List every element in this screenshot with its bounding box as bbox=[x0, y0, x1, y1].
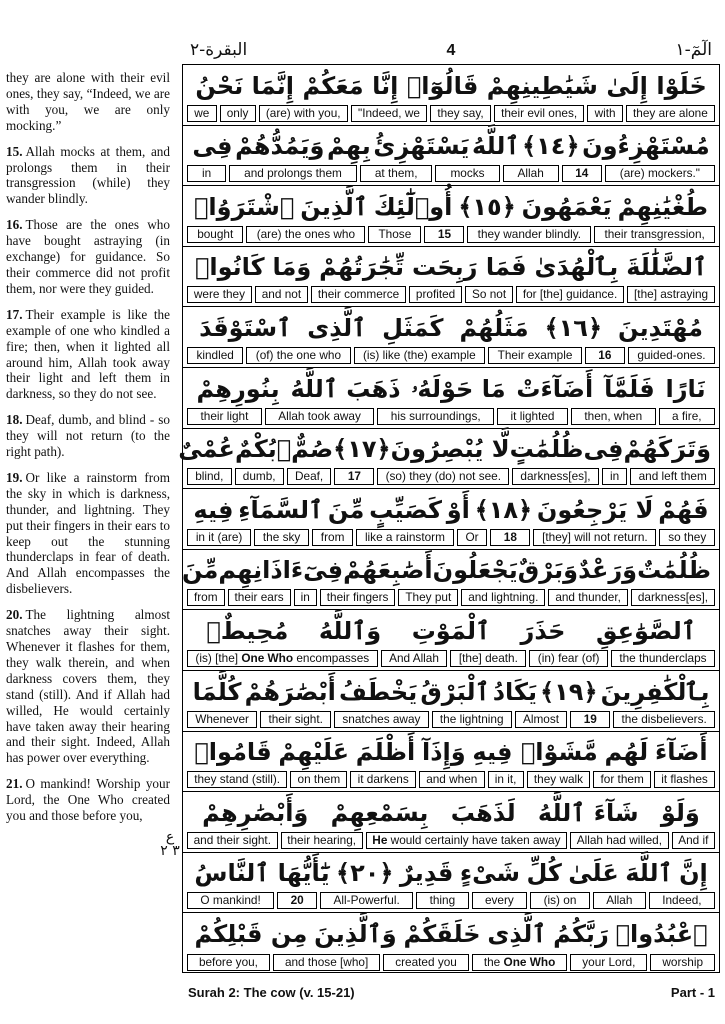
word-translation-cell: your Lord, bbox=[570, 954, 647, 971]
arabic-word: فِىٓ bbox=[303, 556, 344, 585]
arabic-word: أَضَآءَ bbox=[654, 738, 708, 767]
arabic-word: أَبْصَٰرَهُمْ bbox=[244, 677, 336, 706]
word-translation-cell: only bbox=[220, 105, 256, 122]
arabic-word: يَكَادُ bbox=[492, 677, 537, 706]
translation-cells bbox=[187, 711, 715, 728]
arabic-word: إِنَّا bbox=[372, 71, 399, 100]
word-translation-cell: Allah bbox=[593, 892, 646, 909]
word-translation-cell: in bbox=[602, 468, 628, 485]
translation-text: Or like a rainstorm from the sky in which is darkness, thunder, and lightning. They put their fingers in their ears to keep out the stunning thunderclaps in fear of death. And Allah encompasses the disbelievers. bbox=[6, 469, 170, 597]
arabic-word: فِى bbox=[583, 435, 624, 464]
arabic-word: خَلَقَكُمْ bbox=[403, 919, 481, 948]
arabic-word: ٱلَّذِى bbox=[487, 919, 547, 948]
arabic-word: أَظْلَمَ bbox=[355, 738, 416, 767]
word-translation-cell: in it (are) bbox=[187, 529, 251, 546]
word-translation-cell: in bbox=[187, 165, 226, 182]
translation-paragraph bbox=[6, 470, 170, 597]
arabic-word: وَٱللَّهُ bbox=[318, 616, 382, 645]
arabic-word: شَيَٰطِينِهِمْ bbox=[486, 71, 598, 100]
word-translation-cell: [the] astraying bbox=[627, 286, 715, 303]
word-translation-cell: and when bbox=[419, 771, 485, 788]
arabic-line bbox=[178, 431, 719, 468]
arabic-line bbox=[183, 794, 719, 831]
word-translation-cell: it darkens bbox=[350, 771, 416, 788]
arabic-word: ﴿١٦﴾ bbox=[544, 313, 602, 342]
word-translation-cell: their ears bbox=[228, 589, 291, 606]
arabic-word: ٱسْتَوْقَدَ bbox=[199, 313, 292, 342]
verse-row bbox=[183, 913, 719, 974]
translation-text: O mankind! Worship your Lord, the One Who created you and those before you, bbox=[6, 776, 170, 824]
arabic-word: ٱشْتَرَوُا۟ bbox=[194, 192, 295, 221]
arabic-word: تِّجَٰرَتُهُمْ bbox=[319, 253, 405, 282]
verse-number: 17. bbox=[6, 306, 23, 322]
word-translation-cell: on them bbox=[290, 771, 347, 788]
translation-cells bbox=[187, 105, 715, 122]
arabic-word: ءَاذَانِهِم bbox=[218, 556, 304, 585]
arabic-word: ٱلصَّوَٰعِقِ bbox=[595, 616, 696, 645]
word-translation-cell: they walk bbox=[527, 771, 591, 788]
arabic-word: لَهُم bbox=[604, 738, 649, 767]
word-translation-cell: their fingers bbox=[320, 589, 396, 606]
arabic-word: كَانُوا۟ bbox=[194, 253, 265, 282]
arabic-line bbox=[183, 612, 719, 649]
verse-number: 20. bbox=[6, 607, 23, 623]
translation-cells bbox=[187, 954, 715, 971]
word-translation-cell: in bbox=[294, 589, 317, 606]
translation-paragraph bbox=[6, 776, 170, 824]
word-translation-cell: before you, bbox=[187, 954, 270, 971]
word-translation-cell: they wander blindly. bbox=[467, 226, 591, 243]
arabic-word: ﴿١٤﴾ bbox=[522, 132, 580, 161]
word-by-word-panel bbox=[178, 64, 720, 973]
arabic-word: مُهْتَدِينَ bbox=[618, 313, 703, 342]
arabic-word: مِن قَبْلِكُمْ bbox=[194, 919, 308, 948]
word-translation-cell: kindled bbox=[187, 347, 243, 364]
arabic-word: ٱلَّذِى bbox=[307, 313, 367, 342]
word-translation-cell: 14 bbox=[562, 165, 602, 182]
verse-row bbox=[183, 307, 719, 368]
arabic-word: فَمَا رَبِحَت bbox=[411, 253, 527, 282]
translation-paragraph bbox=[6, 70, 170, 134]
word-translation-cell: and not bbox=[255, 286, 308, 303]
arabic-word: مُحِيطٌۢ bbox=[206, 616, 289, 645]
translation-text: Allah mocks at them, and prolongs them in their transgression (while) they wander blindly. bbox=[6, 143, 170, 207]
arabic-word: عَلَيْهِمْ bbox=[278, 738, 350, 767]
arabic-line bbox=[183, 734, 719, 771]
word-translation-cell: for [the] guidance. bbox=[516, 286, 624, 303]
word-translation-cell: for them bbox=[593, 771, 651, 788]
arabic-word: مِّنَ bbox=[181, 556, 219, 585]
arabic-word: لَا يَرْجِعُونَ bbox=[536, 495, 654, 524]
arabic-word: أَضَآءَتْ bbox=[516, 374, 594, 403]
word-translation-cell: Allah took away bbox=[265, 408, 375, 425]
translation-cells bbox=[187, 650, 715, 667]
word-translation-cell: O mankind! bbox=[187, 892, 274, 909]
arabic-word: مَا حَوْلَهُۥ bbox=[411, 374, 506, 403]
word-translation-cell: Whenever bbox=[187, 711, 257, 728]
arabic-word: فِى bbox=[192, 132, 233, 161]
translation-cells bbox=[187, 892, 715, 909]
arabic-word: بُكْمٌ bbox=[234, 435, 277, 464]
verse-row bbox=[183, 65, 719, 126]
word-translation-cell: guided-ones. bbox=[628, 347, 715, 364]
arabic-line bbox=[183, 491, 719, 528]
arabic-word: كُلَّمَا bbox=[192, 677, 242, 706]
arabic-word: إِنَّمَا نَحْنُ bbox=[195, 71, 294, 100]
translation-column bbox=[6, 70, 170, 834]
verse-number: 16. bbox=[6, 217, 23, 233]
word-translation-cell: they are alone bbox=[626, 105, 715, 122]
word-translation-cell: (are) the ones who bbox=[246, 226, 365, 243]
arabic-word: وَٱلَّذِينَ bbox=[314, 919, 397, 948]
verse-row bbox=[183, 489, 719, 550]
word-translation-cell: it lighted bbox=[497, 408, 568, 425]
arabic-word: كَمَثَلِ bbox=[382, 313, 444, 342]
arabic-word: وَلَوْ bbox=[660, 798, 700, 827]
word-translation-cell: 17 bbox=[334, 468, 374, 485]
arabic-word: وَإِذَآ bbox=[421, 738, 466, 767]
surah-reference: Surah 2: The cow (v. 15-21) bbox=[188, 985, 355, 1000]
arabic-word: بِٱلْهُدَىٰ bbox=[534, 253, 619, 282]
word-translation-cell: Or bbox=[457, 529, 488, 546]
arabic-line bbox=[183, 552, 719, 589]
arabic-word: طُغْيَٰنِهِمْ bbox=[617, 192, 709, 221]
arabic-word: إِلَىٰ bbox=[606, 71, 648, 100]
word-translation-cell: (is) [the] One Who encompasses bbox=[187, 650, 378, 667]
verse-row bbox=[183, 247, 719, 308]
arabic-word: مَّشَوْا۟ فِيهِ bbox=[472, 738, 598, 767]
verse-row bbox=[183, 186, 719, 247]
arabic-word: كَصَيِّبٍ bbox=[369, 495, 442, 524]
arabic-word: وَمَا bbox=[272, 253, 312, 282]
verse-row bbox=[178, 429, 719, 490]
arabic-word: ٱلْبَرْقُ bbox=[420, 677, 490, 706]
word-translation-cell: (in) fear (of) bbox=[529, 650, 608, 667]
word-translation-cell: worship bbox=[650, 954, 715, 971]
arabic-word: ٱللَّهَ bbox=[625, 859, 673, 888]
arabic-word: قَامُوا۟ bbox=[194, 738, 272, 767]
word-translation-cell: created you bbox=[383, 954, 469, 971]
word-translation-cell: in it, bbox=[488, 771, 524, 788]
word-translation-cell: darkness[es], bbox=[512, 468, 599, 485]
word-translation-cell: bought bbox=[187, 226, 244, 243]
word-translation-cell: the thunderclaps bbox=[611, 650, 715, 667]
word-translation-cell: and left them bbox=[630, 468, 715, 485]
word-translation-cell: and their sight. bbox=[187, 832, 278, 849]
translation-cells bbox=[187, 529, 715, 546]
verse-number: 19. bbox=[6, 469, 23, 485]
word-translation-cell: Almost bbox=[515, 711, 568, 728]
word-translation-cell: (is) like (the) example bbox=[354, 347, 486, 364]
page-footer bbox=[188, 985, 715, 1005]
arabic-word: ٱعْبُدُوا۟ bbox=[615, 919, 708, 948]
word-translation-cell: every bbox=[472, 892, 528, 909]
word-translation-cell: the sky bbox=[254, 529, 309, 546]
arabic-word: ذَهَبَ ٱللَّهُ bbox=[290, 374, 401, 403]
translation-cells bbox=[187, 589, 715, 606]
arabic-word: بِٱلْكَٰفِرِينَ bbox=[600, 677, 710, 706]
word-translation-cell: at them, bbox=[360, 165, 433, 182]
translation-cells bbox=[187, 408, 715, 425]
arabic-word: لَّا يُبْصِرُونَ bbox=[390, 435, 510, 464]
word-translation-cell: then, when bbox=[571, 408, 656, 425]
arabic-word: صُمٌّۢ bbox=[276, 435, 334, 464]
translation-cells bbox=[187, 832, 715, 849]
arabic-word: وَتَرَكَهُمْ bbox=[623, 435, 711, 464]
surah-label: البقرة-٢ bbox=[190, 40, 248, 60]
arabic-word: فِيهِ bbox=[193, 495, 234, 524]
translation-cells bbox=[187, 771, 715, 788]
arabic-word: ﴿١٧﴾ bbox=[333, 435, 391, 464]
arabic-line bbox=[183, 188, 719, 225]
word-translation-cell: 20 bbox=[277, 892, 317, 909]
word-translation-cell: and those [who] bbox=[273, 954, 380, 971]
arabic-word: لَذَهَبَ bbox=[450, 798, 516, 827]
word-translation-cell: 18 bbox=[490, 529, 530, 546]
word-translation-cell: darkness[es], bbox=[631, 589, 715, 606]
page-number: 4 bbox=[446, 42, 456, 59]
arabic-word: مَثَلُهُمْ bbox=[459, 313, 529, 342]
verse-row bbox=[183, 853, 719, 914]
word-translation-cell: So not bbox=[465, 286, 513, 303]
word-translation-cell: Indeed, bbox=[649, 892, 715, 909]
word-translation-cell: 15 bbox=[424, 226, 464, 243]
arabic-word: حَذَرَ bbox=[520, 616, 566, 645]
verse-row bbox=[183, 792, 719, 853]
word-translation-cell: 19 bbox=[570, 711, 610, 728]
arabic-word: ٱلَّذِينَ bbox=[300, 192, 368, 221]
word-translation-cell: his surroundings, bbox=[377, 408, 494, 425]
translation-text: The lightning almost snatches away their sight. Whenever it flashes for them, they walk therein, and when darkness covers them, they stand (still). And if Allah had willed, He would certainly have taken away their hearing and their sight. Indeed, Allah has power over everything. bbox=[6, 607, 170, 766]
word-translation-cell: thing bbox=[416, 892, 468, 909]
word-translation-cell: the One Who bbox=[472, 954, 567, 971]
verse-row bbox=[183, 610, 719, 671]
word-translation-cell: from bbox=[312, 529, 353, 546]
word-translation-cell: (is) on bbox=[530, 892, 590, 909]
arabic-word: نَارًا bbox=[665, 374, 706, 403]
word-translation-cell: they say, bbox=[430, 105, 491, 122]
arabic-word: شَآءَ ٱللَّهُ bbox=[537, 798, 639, 827]
translation-text: Deaf, dumb, and blind - so they will not return (to the right path). bbox=[6, 412, 170, 460]
word-translation-cell: like a rainstorm bbox=[356, 529, 454, 546]
word-translation-cell: we bbox=[187, 105, 217, 122]
translation-paragraph bbox=[6, 217, 170, 297]
verse-number: 18. bbox=[6, 412, 23, 428]
word-translation-cell: [they] will not return. bbox=[533, 529, 656, 546]
word-translation-cell: (are) with you, bbox=[259, 105, 348, 122]
arabic-word: مِّنَ bbox=[327, 495, 365, 524]
arabic-line bbox=[183, 915, 719, 952]
arabic-word: ﴿١٩﴾ bbox=[540, 677, 598, 706]
verse-row bbox=[183, 671, 719, 732]
word-translation-cell: "Indeed, we bbox=[351, 105, 427, 122]
arabic-word: يَٰٓأَيُّهَا ٱلنَّاسُ bbox=[194, 859, 330, 888]
word-translation-cell: the lightning bbox=[432, 711, 512, 728]
arabic-word: عُمْىٌ bbox=[178, 435, 235, 464]
arabic-word: قَدِيرٌ bbox=[399, 859, 454, 888]
translation-paragraph bbox=[6, 307, 170, 402]
arabic-word: يَسْتَهْزِئُ bbox=[373, 132, 470, 161]
arabic-word: مُسْتَهْزِءُونَ bbox=[582, 132, 710, 161]
arabic-line bbox=[183, 370, 719, 407]
part-label: Part - 1 bbox=[670, 985, 715, 1000]
arabic-line bbox=[183, 67, 719, 104]
arabic-line bbox=[183, 249, 719, 286]
arabic-word: وَأَبْصَٰرِهِمْ bbox=[202, 798, 309, 827]
word-translation-cell: profited bbox=[409, 286, 462, 303]
arabic-word: يَعْمَهُونَ bbox=[521, 192, 612, 221]
arabic-word: يَخْطَفُ bbox=[338, 677, 418, 706]
arabic-word: بِهِمْ bbox=[327, 132, 371, 161]
verse-number: 21. bbox=[6, 776, 23, 792]
translation-text: they are alone with their evil ones, they say, “Indeed, we are with you, we are only mocking.” bbox=[6, 70, 170, 133]
arabic-word: ﴿١٥﴾ bbox=[458, 192, 516, 221]
arabic-word: قَالُوٓا۟ bbox=[406, 71, 479, 100]
verse-number: 15. bbox=[6, 143, 23, 159]
arabic-word: وَرَعْدٌ bbox=[578, 556, 638, 585]
word-translation-cell: (so) they (do) not see. bbox=[377, 468, 509, 485]
word-translation-cell: they stand (still). bbox=[187, 771, 287, 788]
word-translation-cell: their commerce bbox=[311, 286, 406, 303]
arabic-word: بِسَمْعِهِمْ bbox=[330, 798, 429, 827]
arabic-line bbox=[183, 673, 719, 710]
translation-cells bbox=[187, 468, 715, 485]
word-translation-cell: and thunder, bbox=[548, 589, 628, 606]
word-translation-cell: their transgression, bbox=[594, 226, 715, 243]
word-translation-cell: their light bbox=[187, 408, 262, 425]
word-translation-cell: [the] death. bbox=[450, 650, 526, 667]
arabic-line bbox=[183, 855, 719, 892]
arabic-word: وَيَمُدُّهُمْ bbox=[235, 132, 325, 161]
word-translation-cell: dumb, bbox=[235, 468, 284, 485]
word-translation-cell: so they bbox=[659, 529, 715, 546]
word-translation-cell: Allah bbox=[503, 165, 559, 182]
word-translation-cell: Their example bbox=[488, 347, 582, 364]
word-translation-cell: He would certainly have taken away bbox=[366, 832, 567, 849]
arabic-word: يَجْعَلُونَ bbox=[432, 556, 518, 585]
arabic-word: خَلَوْا bbox=[656, 71, 707, 100]
arabic-word: ٱلْمَوْتِ bbox=[411, 616, 491, 645]
word-translation-cell: their evil ones, bbox=[494, 105, 585, 122]
word-translation-cell: and prolongs them bbox=[229, 165, 357, 182]
arabic-word: رَبَّكُمُ bbox=[553, 919, 609, 948]
translation-paragraph bbox=[6, 607, 170, 766]
word-translation-cell: Deaf, bbox=[287, 468, 332, 485]
word-translation-cell: it flashes bbox=[654, 771, 715, 788]
word-translation-cell: from bbox=[187, 589, 225, 606]
ruku-mark: ع ٣ ٢ bbox=[160, 829, 180, 859]
arabic-word: أُو۟لَٰٓئِكَ bbox=[373, 192, 453, 221]
arabic-word: إِنَّ bbox=[679, 859, 708, 888]
translation-cells bbox=[187, 226, 715, 243]
arabic-word: ظُلُمَٰتٍ bbox=[509, 435, 584, 464]
verse-row bbox=[183, 368, 719, 429]
arabic-word: عَلَىٰ bbox=[568, 859, 619, 888]
arabic-line bbox=[183, 309, 719, 346]
word-translation-cell: (are) mockers." bbox=[605, 165, 715, 182]
verse-row bbox=[183, 126, 719, 187]
word-translation-cell: They put bbox=[398, 589, 458, 606]
word-translation-cell: were they bbox=[187, 286, 252, 303]
word-translation-cell: Allah had willed, bbox=[570, 832, 668, 849]
arabic-word: وَبَرْقٌ bbox=[517, 556, 579, 585]
word-translation-cell: a fire, bbox=[659, 408, 715, 425]
translation-text: Their example is like the example of one who kindled a fire; then, when it lighted all around him, Allah took away their light and left them in darkness, so they do not see. bbox=[6, 306, 170, 402]
word-translation-cell: And if bbox=[672, 832, 715, 849]
arabic-word: أَصَٰبِعَهُمْ bbox=[343, 556, 433, 585]
word-translation-cell: and lightning. bbox=[461, 589, 545, 606]
word-translation-cell: (of) the one who bbox=[246, 347, 350, 364]
page-header bbox=[182, 40, 720, 64]
arabic-word: ٱلسَّمَآءِ bbox=[238, 495, 324, 524]
verse-row bbox=[183, 732, 719, 793]
word-translation-cell: their hearing, bbox=[281, 832, 363, 849]
arabic-word: بِنُورِهِمْ bbox=[196, 374, 280, 403]
arabic-word: ٱلضَّلَٰلَةَ bbox=[626, 253, 708, 282]
translation-cells bbox=[187, 286, 715, 303]
word-translation-cell: 16 bbox=[585, 347, 625, 364]
translation-paragraph bbox=[6, 144, 170, 208]
word-translation-cell: the disbelievers. bbox=[613, 711, 715, 728]
translation-text: Those are the ones who have bought astraying (in exchange) for guidance. So their commerce did not profit them, nor were they guided. bbox=[6, 217, 170, 296]
word-translation-cell: And Allah bbox=[381, 650, 448, 667]
word-translation-cell: blind, bbox=[187, 468, 232, 485]
arabic-word: ٱللَّهُ bbox=[472, 132, 520, 161]
verse-row bbox=[183, 550, 719, 611]
word-translation-cell: mocks bbox=[435, 165, 499, 182]
translation-paragraph bbox=[6, 412, 170, 460]
arabic-word: شَىْءٍ bbox=[459, 859, 520, 888]
word-translation-cell: snatches away bbox=[334, 711, 429, 728]
word-translation-cell: their sight. bbox=[260, 711, 331, 728]
arabic-word: أَوْ bbox=[446, 495, 470, 524]
word-translation-cell: Those bbox=[368, 226, 421, 243]
arabic-word: مَعَكُمْ bbox=[302, 71, 364, 100]
arabic-word: كُلِّ bbox=[526, 859, 562, 888]
arabic-word: ظُلُمَٰتٌ bbox=[637, 556, 711, 585]
arabic-line bbox=[183, 128, 719, 165]
arabic-word: فَلَمَّآ bbox=[604, 374, 655, 403]
word-translation-cell: with bbox=[587, 105, 622, 122]
juz-label: الٓمٓ-١ bbox=[675, 40, 712, 60]
arabic-word: ﴿٢٠﴾ bbox=[336, 859, 394, 888]
arabic-word: فَهُمْ bbox=[658, 495, 709, 524]
word-translation-cell: All-Powerful. bbox=[320, 892, 413, 909]
arabic-word: ﴿١٨﴾ bbox=[474, 495, 533, 524]
translation-cells bbox=[187, 347, 715, 364]
translation-cells bbox=[187, 165, 715, 182]
